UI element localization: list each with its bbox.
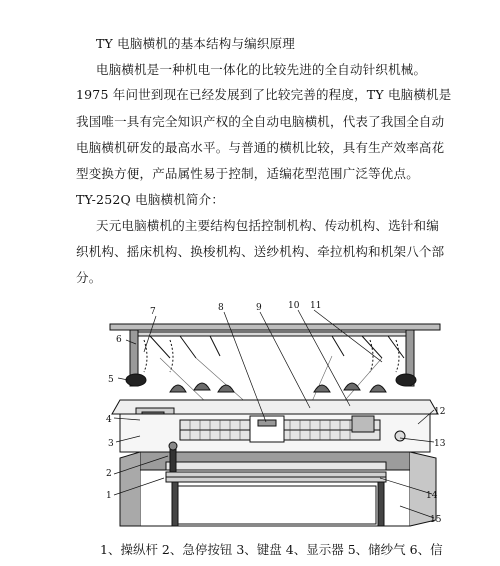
yarn-cone (194, 383, 210, 390)
yarn-cone (314, 385, 330, 392)
callout-7: 7 (150, 307, 156, 317)
callout-15: 15 (430, 515, 442, 525)
para1-line: 我国唯一具有完全知识产权的全自动电脑横机，代表了我国全自动 (76, 114, 445, 129)
para1-line: 电脑横机研发的最高水平。与普通的横机比较，具有生产效率高花 (76, 140, 445, 155)
callout-8: 8 (218, 303, 224, 313)
para1-line: 1975 年问世到现在已经发展到了比较完善的程度，TY 电脑横机是 (76, 87, 452, 102)
callout-6: 6 (116, 335, 122, 345)
callout-9: 9 (256, 303, 262, 313)
callout-3: 3 (108, 439, 114, 449)
callout-13: 13 (434, 439, 446, 449)
doc-heading: TY 电脑横机的基本结构与编织原理 (96, 36, 295, 51)
callout-12: 12 (434, 407, 446, 417)
knitting-machine-diagram (100, 296, 450, 536)
callout-11: 11 (310, 301, 322, 311)
yarn-cone (344, 383, 360, 390)
subheading: TY-252Q 电脑横机简介： (76, 192, 225, 207)
yarn-cone (170, 385, 186, 392)
yarn-cone (218, 385, 234, 392)
callout-10: 10 (288, 301, 300, 311)
callout-4: 4 (106, 415, 112, 425)
callout-1: 1 (106, 491, 112, 501)
para2-line: 分。 (76, 270, 102, 285)
para1-line: 型变换方便，产品属性易于控制，适编花型范围广泛等优点。 (76, 166, 419, 181)
callout-2: 2 (106, 469, 112, 479)
para1-line: 电脑横机是一种机电一体化的比较先进的全自动针织机械。 (96, 62, 427, 77)
para2-line: 天元电脑横机的主要结构包括控制机构、传动机构、选针和编 (96, 218, 439, 233)
callout-14: 14 (426, 491, 438, 501)
callout-5: 5 (108, 375, 114, 385)
para2-line: 织机构、摇床机构、换梭机构、送纱机构、牵拉机构和机架八个部 (76, 244, 445, 259)
figure-caption: 1、操纵杆 2、急停按钮 3、键盘 4、显示器 5、储纱气 6、信 (100, 542, 443, 557)
yarn-cone (370, 385, 386, 392)
